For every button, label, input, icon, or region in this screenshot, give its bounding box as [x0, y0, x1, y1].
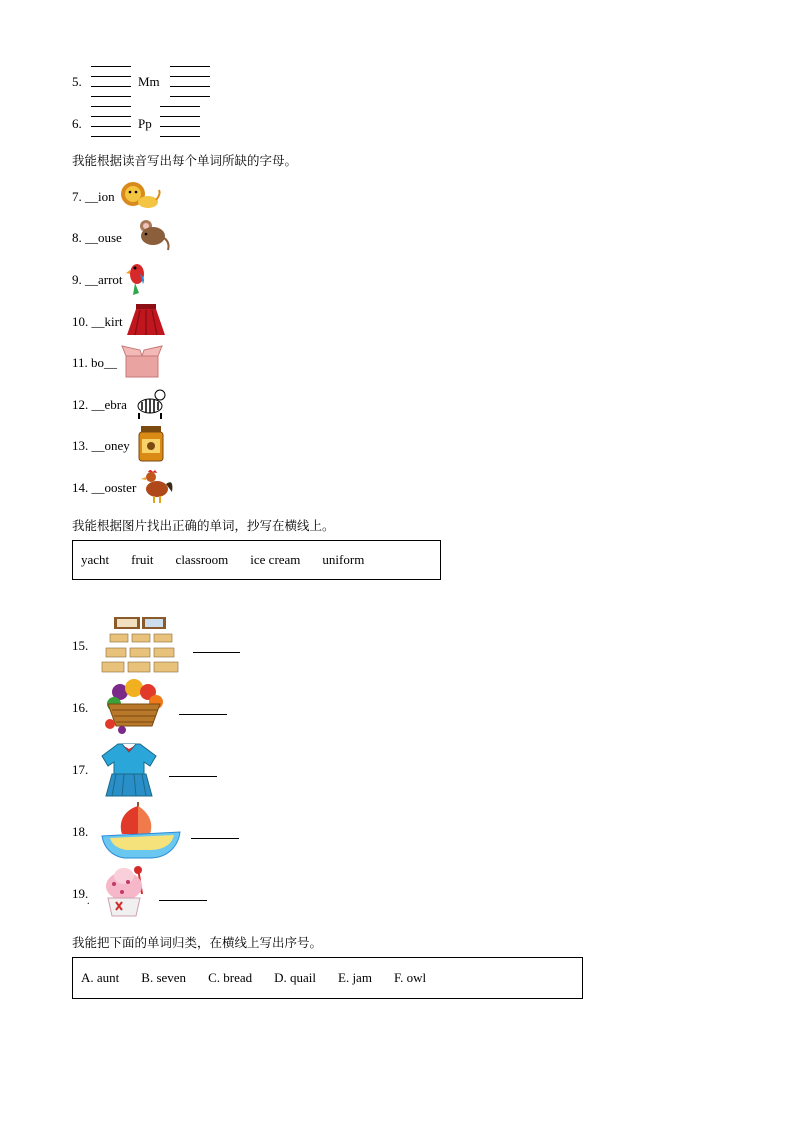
word-bank-item: fruit: [131, 552, 154, 567]
yacht-icon: [100, 800, 182, 862]
item-number: 18.: [72, 824, 89, 839]
section-instruction-picture-words: 我能根据图片找出正确的单词，抄写在横线上。: [72, 518, 335, 533]
four-line-grid: [91, 106, 131, 146]
answer-blank[interactable]: [179, 714, 227, 715]
classify-word: A. aunt: [81, 970, 120, 985]
zebra-icon: [134, 386, 166, 420]
answer-blank[interactable]: [159, 900, 207, 901]
classify-word: D. quail: [274, 970, 316, 985]
honey-jar-icon: [138, 426, 164, 462]
letter-pair: Mm: [138, 74, 160, 89]
answer-blank[interactable]: [193, 652, 240, 653]
section-instruction-phonics: 我能根据读音写出每个单词所缺的字母。: [72, 153, 298, 168]
four-line-grid: [91, 66, 131, 106]
phonics-item: 13. __oney: [72, 438, 130, 453]
box-icon: [122, 344, 162, 378]
mouse-icon: [136, 218, 172, 252]
item-number: 19.: [72, 886, 89, 901]
classify-word: C. bread: [208, 970, 253, 985]
rooster-icon: [140, 468, 174, 504]
item-number: 16.: [72, 700, 89, 715]
phonics-item: 14. __ooster: [72, 480, 137, 495]
classify-word-box: [72, 957, 583, 999]
answer-blank[interactable]: [169, 776, 217, 777]
uniform-icon: [100, 740, 158, 798]
skirt-icon: [126, 304, 166, 336]
word-bank-item: classroom: [175, 552, 229, 567]
classify-word: B. seven: [141, 970, 187, 985]
classify-word: F. owl: [393, 970, 427, 985]
word-bank-box: [72, 540, 441, 580]
parrot-icon: [126, 260, 148, 296]
section-instruction-classify: 我能把下面的单词归类，在横线上写出序号。: [72, 935, 323, 950]
ice-cream-icon: [98, 864, 154, 922]
phonics-item: 10. __kirt: [72, 314, 123, 329]
answer-blank[interactable]: [191, 838, 239, 839]
item-number: 6.: [72, 116, 82, 131]
letter-pair: Pp: [138, 116, 152, 131]
classify-word: E. jam: [338, 970, 372, 985]
phonics-item: 12. __ebra: [72, 397, 127, 412]
phonics-item: 9. __arrot: [72, 272, 123, 287]
phonics-item: 7. __ion: [72, 189, 115, 204]
item-number: 17.: [72, 762, 89, 777]
classroom-icon: [100, 616, 182, 674]
item-number: 15.: [72, 638, 89, 653]
phonics-item: 8. __ouse: [72, 230, 122, 245]
lion-icon: [120, 180, 160, 212]
word-bank-item: ice cream: [250, 552, 301, 567]
four-line-grid: [160, 106, 200, 146]
item-number: 5.: [72, 74, 82, 89]
four-line-grid: [170, 66, 210, 106]
fruit-basket-icon: [100, 676, 166, 734]
phonics-item: 11. bo__: [72, 355, 118, 370]
word-bank-item: yacht: [81, 552, 110, 567]
word-bank-item: uniform: [322, 552, 365, 567]
